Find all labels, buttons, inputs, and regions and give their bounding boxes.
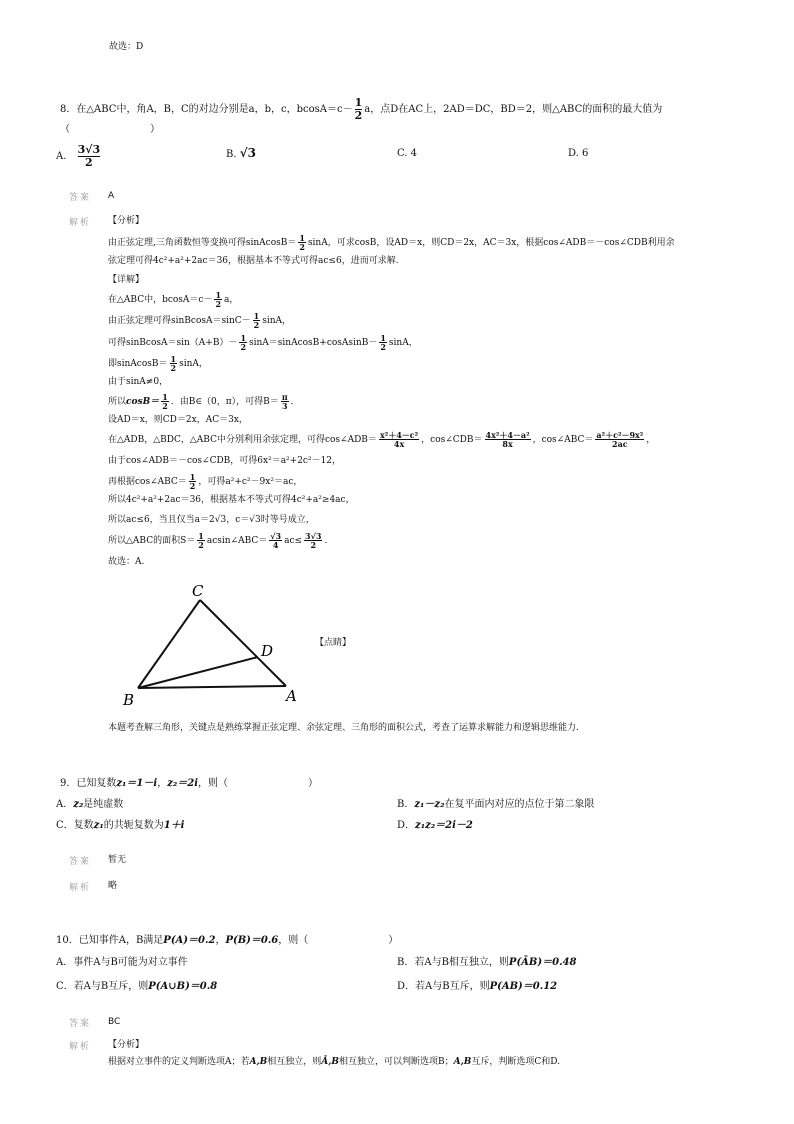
- q9-answer-label: 答案: [69, 857, 92, 867]
- q10-analysis-label: 解析: [69, 1042, 92, 1052]
- q8-analysis-label: 解析: [69, 218, 92, 228]
- q10-option-b[interactable]: B．若A与B相互独立，则P(ĀB)＝0.48: [397, 957, 577, 968]
- q8-stem: [60, 97, 662, 122]
- q8-answer-label: 答案: [69, 193, 92, 203]
- q9-option-b[interactable]: B．z₁－z₂在复平面内对应的点位于第二象限: [397, 799, 595, 810]
- q10-stem: 10．已知事件A，B满足P(A)＝0.2，P(B)＝0.6，则（ ）: [56, 935, 399, 946]
- q8-option-a[interactable]: A. $\frac{3√3}{2}$: [56, 143, 101, 169]
- q10-fenxi-header: 【分析】: [108, 1040, 145, 1050]
- q8-detail-3: 可得sinBcosA＝sin（A+B）－ $\frac{1}{2}$ sinA＝sinAcosB+cosAsinB－ $\frac{1}{2}$ sinA，: [108, 333, 418, 352]
- q9-answer: 暂无: [108, 855, 127, 865]
- q8-detail-4: 即sinAcosB＝ $\frac{1}{2}$ sinA，: [108, 354, 208, 373]
- q8-paren: （ ）: [60, 124, 160, 135]
- q10-option-d[interactable]: D．若A与B互斥，则P(AB)＝0.12: [397, 981, 558, 992]
- q10-answer: BC: [108, 1017, 121, 1027]
- q8-detail-10: 再根据cos∠ABC＝ $\frac{1}{2}$ ，可得a²+c²－9x²＝ac，: [108, 472, 303, 491]
- q9-option-d[interactable]: D．z₁z₂＝2i－2: [397, 820, 473, 831]
- q8-fenxi-line1: 由正弦定理,三角函数恒等变换可得sinAcosB＝ $\frac{1}{2}$ sinA，可求cosB，设AD＝x，则CD＝2x，AC＝3x，根据cos∠ADB＝－cos∠CDB利用余: [108, 233, 675, 252]
- vertex-c-label: C: [192, 582, 204, 600]
- q8-detail-5: 由于sinA≠0，: [108, 377, 169, 387]
- q8-detail-8: 在△ADB，△BDC，△ABC中分别利用余弦定理，可得cos∠ADB＝ $\frac{\text{x²＋4－c²}}{4x}$ ，cos∠CDB＝ $\frac{\text{4x²＋4－a²}}{8x}$ ，cos∠ABC＝ $\frac{\text{a²＋c²－9x²}}{2ac}$ ，: [108, 430, 656, 449]
- q8-option-c[interactable]: C. 4: [397, 148, 418, 159]
- triangle-figure: [120, 578, 310, 710]
- vertex-a-label: A: [286, 687, 297, 705]
- q8-fenxi-line2: 弦定理可得4c²+a²+2ac＝36，根据基本不等式可得ac≤6，进而可求解.: [108, 256, 399, 266]
- q8-detail-12: 所以ac≤6，当且仅当a＝2√3，c＝√3时等号成立，: [108, 515, 315, 525]
- q8-option-b[interactable]: B. √3: [226, 146, 256, 160]
- q8-detail-7: 设AD＝x，则CD＝2x，AC＝3x，: [108, 415, 248, 425]
- q10-fenxi-text: 根据对立事件的定义判断选项A；若A,B相互独立，则Ā,B相互独立，可以判断选项B；A,B互斥，判断选项C和D.: [108, 1057, 561, 1067]
- q8-stem-fraction: $\frac{1}{2}$: [354, 96, 363, 122]
- q8-detail-6: 所以cosB＝ $\frac{1}{2}$ ．由B∈（0，π），可得B＝ $\frac{\pi}{3}$ ．: [108, 392, 300, 411]
- vertex-b-label: B: [123, 691, 135, 709]
- q8-xiangjie-header: 【详解】: [108, 275, 145, 285]
- q8-detail-13: 所以△ABC的面积S＝ $\frac{1}{2}$ acsin∠ABC＝ $\frac{√3}{4}$ ac≤ $\frac{3√3}{2}$ .: [108, 531, 328, 550]
- q8-fenxi-header: 【分析】: [108, 216, 145, 226]
- q8-detail-2: 由正弦定理可得sinBcosA＝sinC－ $\frac{1}{2}$ sinA，: [108, 311, 292, 330]
- q8-option-d[interactable]: D. 6: [568, 148, 589, 159]
- q10-option-a[interactable]: A．事件A与B可能为对立事件: [56, 957, 188, 968]
- q8-dianjing-text: 本题考查解三角形，关键点是熟练掌握正弦定理、余弦定理、三角形的面积公式，考查了运算求解能力和逻辑思维能力.: [108, 723, 579, 733]
- q8-conclusion: 故选：A.: [108, 557, 145, 567]
- previous-choice: 故选：D: [109, 42, 144, 52]
- q9-option-c[interactable]: C．复数z₁的共轭复数为1＋i: [56, 820, 185, 831]
- q9-analysis: 略: [108, 881, 118, 891]
- q8-detail-9: 由于cos∠ADB＝－cos∠CDB，可得6x²＝a²+2c²－12，: [108, 456, 342, 466]
- q8-stem-text-2: a，点D在AC上，2AD＝DC，BD＝2，则△ABC的面积的最大值为: [364, 104, 663, 115]
- side-ba: [138, 686, 286, 688]
- q10-answer-label: 答案: [69, 1019, 92, 1029]
- q9-analysis-label: 解析: [69, 883, 92, 893]
- q9-option-a[interactable]: A．z₂是纯虚数: [56, 799, 124, 810]
- q8-answer: A: [108, 191, 115, 201]
- vertex-d-label: D: [261, 642, 274, 660]
- side-ca: [200, 600, 286, 686]
- q8-option-a-fraction: $\frac{3√3}{2}$: [77, 143, 101, 169]
- q8-dianjing-header: 【点睛】: [315, 638, 352, 648]
- q10-option-c[interactable]: C．若A与B互斥，则P(A∪B)＝0.8: [56, 981, 218, 992]
- q8-detail-1: 在△ABC中，bcosA＝c－ $\frac{1}{2}$ a，: [108, 290, 239, 309]
- q8-stem-text: 8．在△ABC中，角A，B，C的对边分别是a，b，c，bcosA＝c－: [60, 104, 353, 115]
- q9-stem: 9．已知复数z₁＝1－i，z₂＝2i，则（ ）: [60, 778, 319, 789]
- q8-detail-11: 所以4c²+a²+2ac＝36，根据基本不等式可得4c²+a²≥4ac，: [108, 495, 355, 505]
